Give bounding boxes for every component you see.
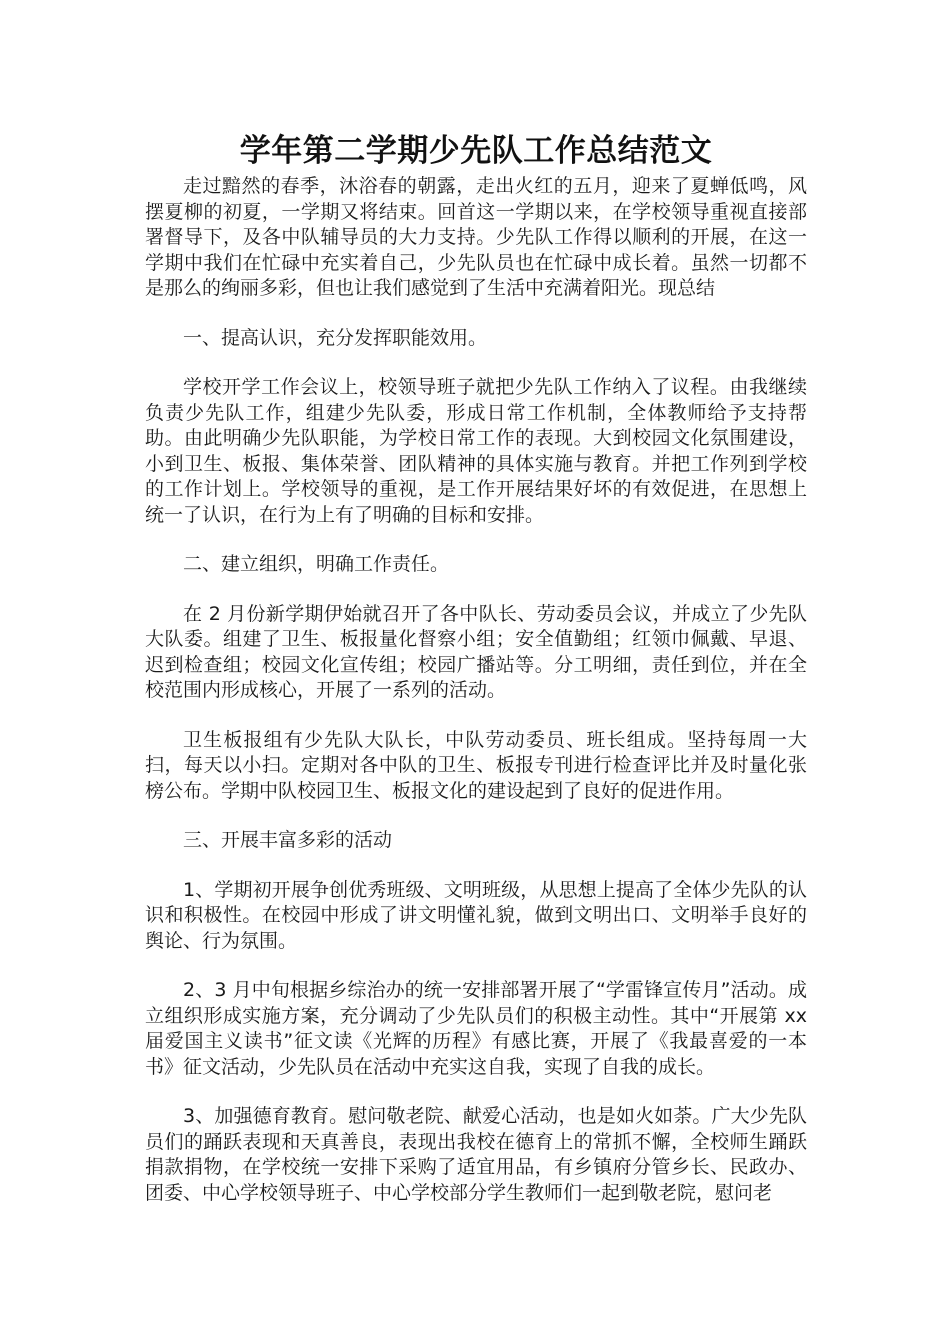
section-heading-1: 一、提高认识，充分发挥职能效用。 [183,326,488,349]
paragraph-gap [145,578,807,602]
paragraph-gap [145,351,807,375]
section-heading-3: 三、开展丰富多彩的活动 [183,829,393,851]
section-3-item-3: 3、加强德育教育。慰问敬老院、献爱心活动，也是如火如荼。广大少先队员们的踊跃表现和天真善良，表现出我校在德育上的常抓不懈，全校师生踊跃捐款捐物，在学校统一安排下采购了适宜用品，有乡镇府分管乡长、民政办、团委、中心学校领导班子、中心学校部分学生教师们一起到敬老院，慰问老 [145,1105,807,1204]
section-2-paragraph-1: 在 2 月份新学期伊始就召开了各中队长、劳动委员会议，并成立了少先队大队委。组建了卫生、板报量化督察小组；安全值勤组；红领巾佩戴、早退、迟到检查组；校园文化宣传组；校园广播站等。分工明细，责任到位，并在全校范围内形成核心，开展了一系列的活动。 [145,602,807,701]
paragraph-gap [145,302,807,326]
paragraph-gap [145,804,807,828]
section-2-paragraph-2: 卫生板报组有少先队大队长，中队劳动委员、班长组成。坚持每周一大扫，每天以小扫。定期对各中队的卫生、板报专刊进行检查评比并及时量化张榜公布。学期中队校园卫生、板报文化的建设起到了良好的促进作用。 [145,728,807,802]
paragraph-gap [145,854,807,878]
paragraph-gap [145,528,807,552]
document-page [145,128,807,1206]
section-3-item-2: 2、3 月中旬根据乡综治办的统一安排部署开展了“学雷锋宣传月”活动。成立组织形成实施方案，充分调动了少先队员们的积极主动性。其中“开展第 xx 届爱国主义读书”征文读《光辉的历程》有感比赛，开展了《我最喜爱的一本书》征文活动，少先队员在活动中充实这自我，实现了自我的成长。 [145,979,807,1078]
paragraph-gap [145,1080,807,1104]
paragraph-gap [145,704,807,728]
section-3-item-1: 1、学期初开展争创优秀班级、文明班级，从思想上提高了全体少先队的认识和积极性。在校园中形成了讲文明懂礼貌，做到文明出口、文明举手良好的舆论、行为氛围。 [145,878,807,952]
intro-paragraph: 走过黯然的春季，沐浴春的朝露，走出火红的五月，迎来了夏蝉低鸣，风摆夏柳的初夏，一学期又将结束。回首这一学期以来，在学校领导重视直接部署督导下，及各中队辅导员的大力支持。少先队工作得以顺利的开展，在这一学期中我们在忙碌中充实着自己，少先队员也在忙碌中成长着。虽然一切都不是那么的绚丽多彩，但也让我们感觉到了生活中充满着阳光。现总结 [145,175,807,299]
document-title: 学年第二学期少先队工作总结范文 [239,133,713,169]
section-1-paragraph: 学校开学工作会议上，校领导班子就把少先队工作纳入了议程。由我继续负责少先队工作，组建少先队委，形成日常工作机制，全体教师给予支持帮助。由此明确少先队职能，为学校日常工作的表现。大到校园文化氛围建设，小到卫生、板报、集体荣誉、团队精神的具体实施与教育。并把工作列到学校的工作计划上。学校领导的重视，是工作开展结果好坏的有效促进，在思想上统一了认识，在行为上有了明确的目标和安排。 [145,376,807,526]
paragraph-gap [145,954,807,978]
section-heading-2: 二、建立组织，明确工作责任。 [183,553,450,575]
